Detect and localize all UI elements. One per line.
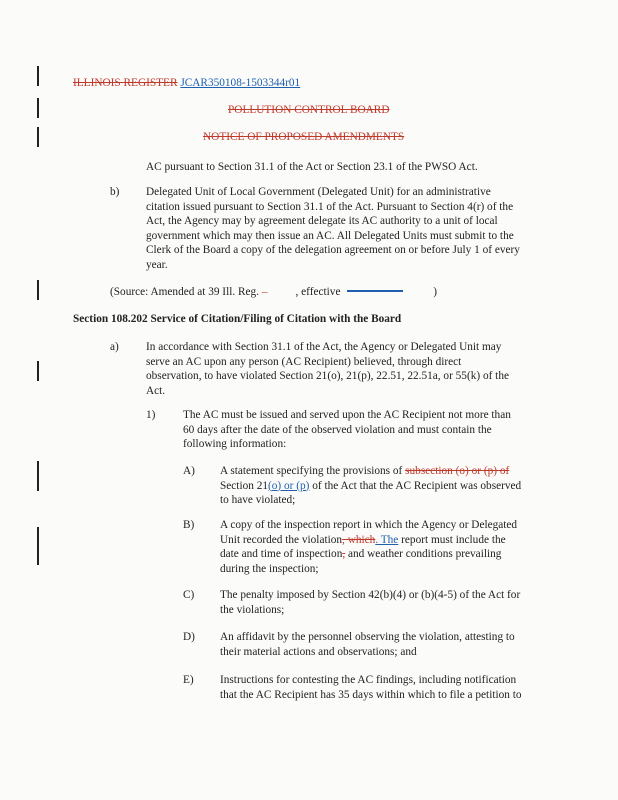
item-C-label: C) <box>183 589 195 601</box>
item-a-text: In accordance with Section 31.1 of the Act, the Agency or Delegated Unit may serve an AC upon any person (AC Recipient) believed, through direct observation, to have violated Section 21(o), 21(p), 22.51, 22.51a, or 55(k) of the Act. <box>146 341 509 397</box>
change-bar <box>37 66 39 86</box>
source-note: (Source: Amended at 39 Ill. Reg. – , effective ) <box>110 286 438 298</box>
item-B-text: A copy of the inspection report in which the Agency or Delegated Unit recorded the violation, which. The report must include the date and time of inspection, and weather conditions prevailing during the inspection; <box>220 519 518 575</box>
item-A-text: A statement specifying the provisions of subsection (o) or (p) of Section 21(o) or (p) of the Act that the AC Recipient was observed to have violated; <box>220 465 522 507</box>
change-bar <box>37 361 39 381</box>
item-E-text: Instructions for contesting the AC findings, including notification that the AC Recipient has 35 days within which to file a petition to <box>220 674 522 701</box>
change-bar <box>37 127 39 147</box>
change-bar <box>37 461 39 491</box>
item-D-label: D) <box>183 631 195 643</box>
change-bar <box>37 98 39 118</box>
board-header: POLLUTION CONTROL BOARD <box>228 104 390 116</box>
notice-header: NOTICE OF PROPOSED AMENDMENTS <box>203 131 405 143</box>
change-bar <box>37 527 39 565</box>
item-a-label: a) <box>110 341 119 353</box>
item-C-text: The penalty imposed by Section 42(b)(4) or (b)(4-5) of the Act for the violations; <box>220 589 521 616</box>
item-D-text: An affidavit by the personnel observing the violation, attesting to their material actions and observations; and <box>220 631 515 658</box>
item-A-label: A) <box>183 465 195 477</box>
item-B-label: B) <box>183 519 195 531</box>
item-E-label: E) <box>183 674 194 686</box>
item-b-label: b) <box>110 186 120 198</box>
section-heading: Section 108.202 Service of Citation/Filing of Citation with the Board <box>73 313 402 325</box>
effective-date-blank <box>347 290 403 292</box>
change-bar <box>37 280 39 300</box>
item-1-label: 1) <box>146 409 156 421</box>
register-header: ILLINOIS REGISTER JCAR350108-1503344r01 <box>73 77 301 89</box>
item-b-text: Delegated Unit of Local Government (Delegated Unit) for an administrative citation issued pursuant to Section 31.1 of the Act. Pursuant to Section 4(r) of the Act, the Agency may by agreement delegate its AC authority to a unit of local government which may then issue an AC. All Delegated Units must submit to the Clerk of the Board a copy of the delegation agreement on or before July 1 of every year. <box>146 186 520 271</box>
intro-line: AC pursuant to Section 31.1 of the Act or Section 23.1 of the PWSO Act. <box>146 161 478 173</box>
item-1-text: The AC must be issued and served upon the AC Recipient not more than 60 days after the date of the observed violation and must contain the following information: <box>183 409 511 451</box>
